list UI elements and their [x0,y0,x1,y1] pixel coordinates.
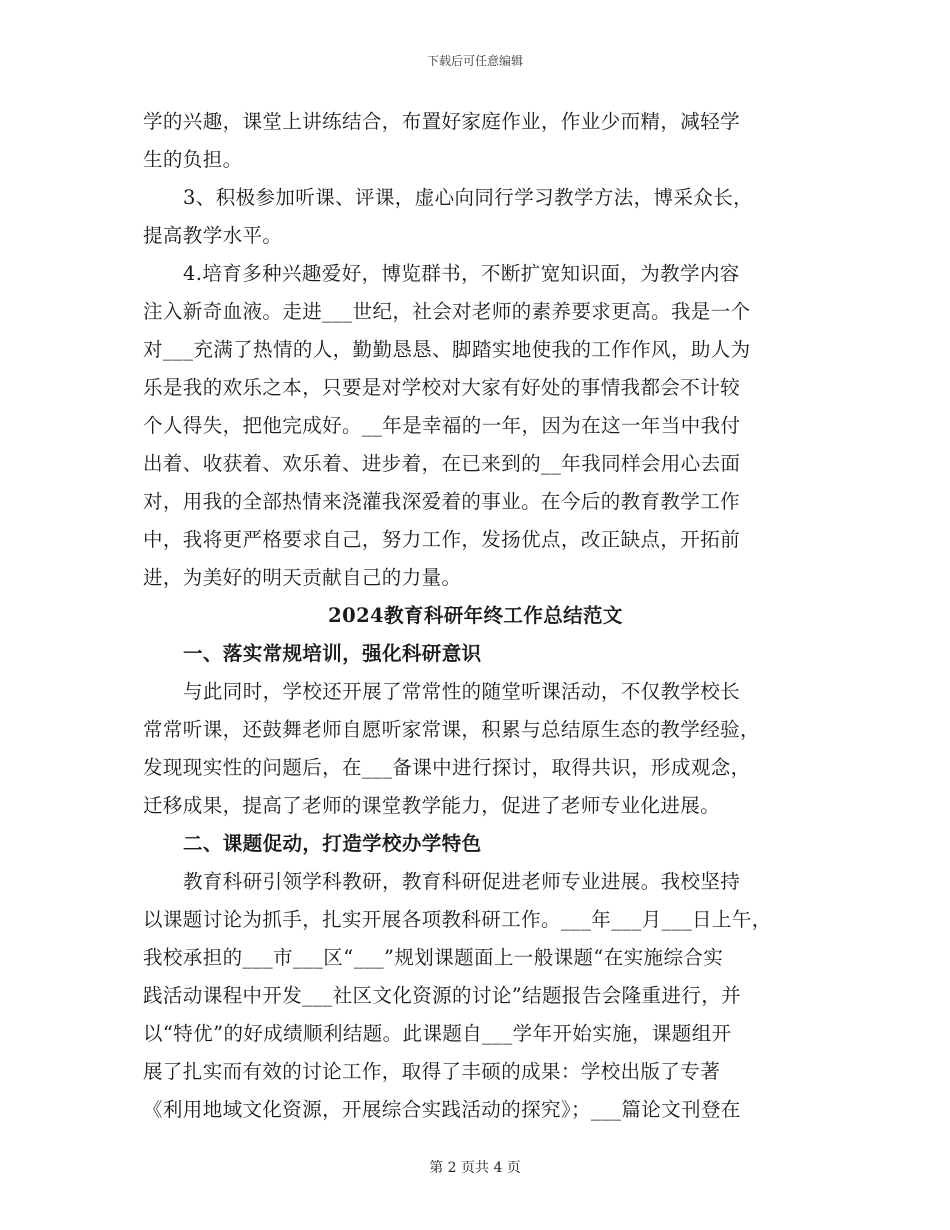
text-line: 出着、收获着、欢乐着、进步着，在已来到的__年我同样会用心去面 [143,452,741,475]
text-line: 迁移成果，提高了老师的课堂教学能力，促进了老师专业化进展。 [143,794,721,817]
text-line: 教育科研引领学科教研，教育科研促进老师专业进展。我校坚持 [183,870,741,893]
page-footer: 第 2 页共 4 页 [429,1160,521,1176]
text-line: 与此同时，学校还开展了常常性的随堂听课活动，不仅教学校长 [183,680,741,703]
text-line: 4.培育多种兴趣爱好，博览群书，不断扩宽知识面，为教学内容 [183,262,740,285]
section-heading: 二、课题促动，打造学校办学特色 [183,832,482,855]
text-line: 以“特优”的好成绩顺利结题。此课题自___学年开始实施，课题组开 [143,1022,732,1045]
text-line: 对，用我的全部热情来浇灌我深爱着的事业。在今后的教育教学工作 [143,490,741,513]
page-header: 下载后可任意编辑 [426,54,523,68]
text-line: 以课题讨论为抓手，扎实开展各项教科研工作。___年___月___日上午， [143,908,772,931]
text-line: 对___充满了热情的人，勤勤恳恳、脚踏实地使我的工作作风，助人为 [143,338,751,361]
text-line: 展了扎实而有效的讨论工作，取得了丰硕的成果：学校出版了专著 [143,1060,721,1083]
text-line: 践活动课程中开发___社区文化资源的讨论”结题报告会隆重进行，并 [143,984,742,1007]
text-line: 乐是我的欢乐之本，只要是对学校对大家有好处的事情我都会不计较 [143,376,741,399]
text-line: 提高教学水平。 [143,224,283,247]
text-line: 进，为美好的明天贡献自己的力量。 [143,566,462,589]
text-line: 发现现实性的问题后，在___备课中进行探讨，取得共识，形成观念， [143,756,751,779]
text-line: 中，我将更严格要求自己，努力工作，发扬优点，改正缺点，开拓前 [143,528,741,551]
text-line: 常常听课，还鼓舞老师自愿听家常课，积累与总结原生态的教学经验， [143,718,760,741]
text-line: 注入新奇血液。走进___世纪，社会对老师的素养要求更高。我是一个 [143,300,751,323]
text-line: 学的兴趣，课堂上讲练结合，布置好家庭作业，作业少而精，减轻学 [143,110,741,133]
document-body [143,103,808,1129]
text-line: 3、积极参加听课、评课，虚心向同行学习教学方法，博采众长， [183,186,754,209]
document-title: 2024教育科研年终工作总结范文 [328,604,623,627]
section-heading: 一、落实常规培训，强化科研意识 [183,642,482,665]
text-line: 个人得失，把他完成好。__年是幸福的一年，因为在这一年当中我付 [143,414,741,437]
text-line: 我校承担的___市___区“___”规划课题面上一般课题“在实施综合实 [143,946,724,969]
text-line: 《利用地域文化资源，开展综合实践活动的探究》；___篇论文刊登在 [143,1098,741,1121]
text-line: 生的负担。 [143,148,243,171]
